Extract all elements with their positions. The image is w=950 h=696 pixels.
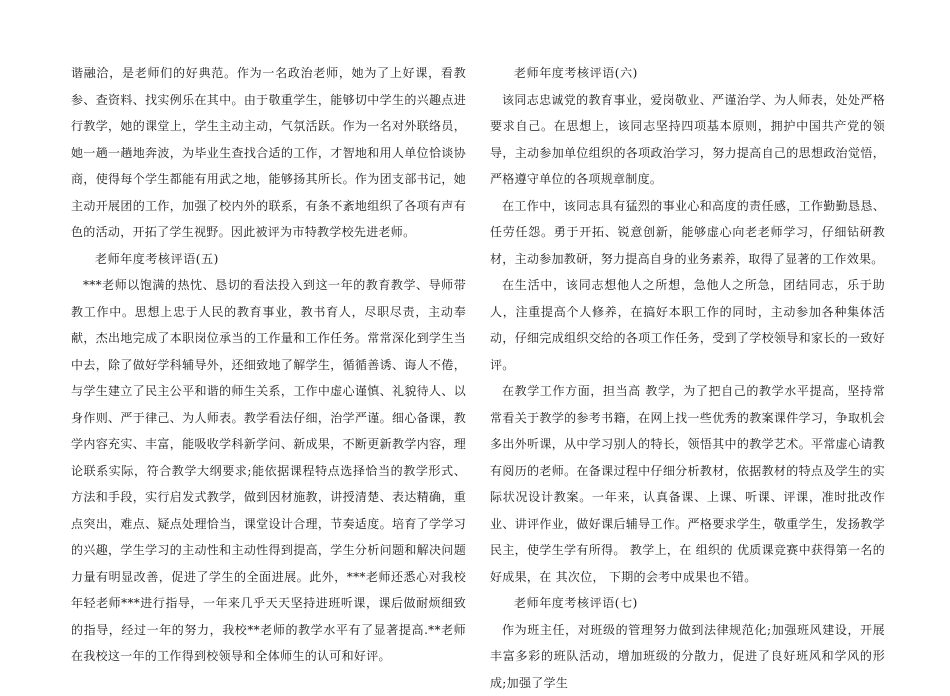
paragraph-evaluation-6-part2: 在工作中，该同志具有猛烈的事业心和高度的责任感，工作勤勤恳恳、任劳任怨。勇于开拓、锐意创新，能够虚心向老老师学习，仔细钻研教材，主动参加教研，努力提高自身的业务素养，取得了显著的工作效果。 [490,193,885,273]
left-column [71,60,466,670]
right-column [490,60,885,696]
heading-evaluation-7: 老师年度考核评语(七) [490,590,885,617]
heading-evaluation-6: 老师年度考核评语(六) [490,60,885,87]
paragraph-evaluation-6-part1: 该同志忠诚党的教育事业，爱岗敬业、严谨治学、为人师表，处处严格要求自己。在思想上，该同志坚持四项基本原则，拥护中国共产党的领导，主动参加单位组织的各项政治学习，努力提高自己的思想政治觉悟，严格遵守单位的各项规章制度。 [490,87,885,193]
paragraph-evaluation-6-part3: 在生活中，该同志想他人之所想，急他人之所急，团结同志，乐于助人，注重提高个人修养，在搞好本职工作的同时，主动参加各种集体活动，仔细完成组织交给的各项工作任务，受到了学校领导和家长的一致好评。 [490,272,885,378]
heading-evaluation-5: 老师年度考核评语(五) [71,246,466,273]
paragraph-evaluation-7: 作为班主任，对班级的管理努力做到法律规范化;加强班风建设，开展丰富多彩的班队活动，增加班级的分散力，促进了良好班风和学风的形成;加强了学生 [490,617,885,696]
paragraph-continued: 谐融洽，是老师们的好典范。作为一名政治老师，她为了上好课，看教参、查资料、找实例乐在其中。由于敬重学生，能够切中学生的兴趣点进行教学，她的课堂上，学生主动主动，气氛活跃。作为一名对外联络员，她一趟一趟地奔波，为毕业生查找合适的工作，才智地和用人单位恰谈协商，使得每个学生都能有用武之地，能够扬其所长。作为团支部书记，她主动开展团的工作，加强了校内外的联系，有条不紊地组织了各项有声有色的活动，开拓了学生视野。因此被评为市特教学校先进老师。 [71,60,466,246]
paragraph-evaluation-6-part4: 在教学工作方面，担当高 教学，为了把自己的教学水平提高，坚持常常看关于教学的参考书籍，在网上找一些优秀的教案课件学习，争取机会多出外听课，从中学习别人的特长，领悟其中的教学艺术。平常虚心请教有阅历的老师。在备课过程中仔细分析教材，依据教材的特点及学生的实际状况设计教案。一年来，认真备课、上课、听课、评课，准时批改作业、讲评作业，做好课后辅导工作。严格要求学生，敬重学生，发扬教学民主，使学生学有所得。 教学上，在 组织的 优质课竞赛中获得第一名的好成果，在 其次位， 下期的会考中成果也不错。 [490,378,885,590]
paragraph-evaluation-5: ***老师以饱满的热忱、恳切的看法投入到这一年的教育教学、导师带教工作中。思想上忠于人民的教育事业，教书育人，尽职尽责，主动奉献，杰出地完成了本职岗位承当的工作量和工作任务。常常深化到学生当中去，除了做好学科辅导外，还细致地了解学生，循循善诱、诲人不倦，与学生建立了民主公平和谐的师生关系，工作中虚心谨慎、礼貌待人、以身作则、严于律己、为人师表。教学看法仔细，治学严谨。细心备课，教学内容充实、丰富，能吸收学科新学问、新成果，不断更新教学内容，理论联系实际，符合教学大纲要求;能依据课程特点选择恰当的教学形式、方法和手段，实行启发式教学，做到因材施教，讲授清楚、表达精确，重点突出，难点、疑点处理恰当，课堂设计合理，节奏适度。培育了学学习的兴趣，学生学习的主动性和主动性得到提高，学生分析问题和解决问题力量有明显改善，促进了学生的全面进展。此外，***老师还悉心对我校年轻老师***进行指导，一年来几乎天天坚持进班听课，课后做耐烦细致的指导，经过一年的努力，我校**老师的教学水平有了显著提高.**老师在我校这一年的工作得到校领导和全体师生的认可和好评。 [71,272,466,670]
